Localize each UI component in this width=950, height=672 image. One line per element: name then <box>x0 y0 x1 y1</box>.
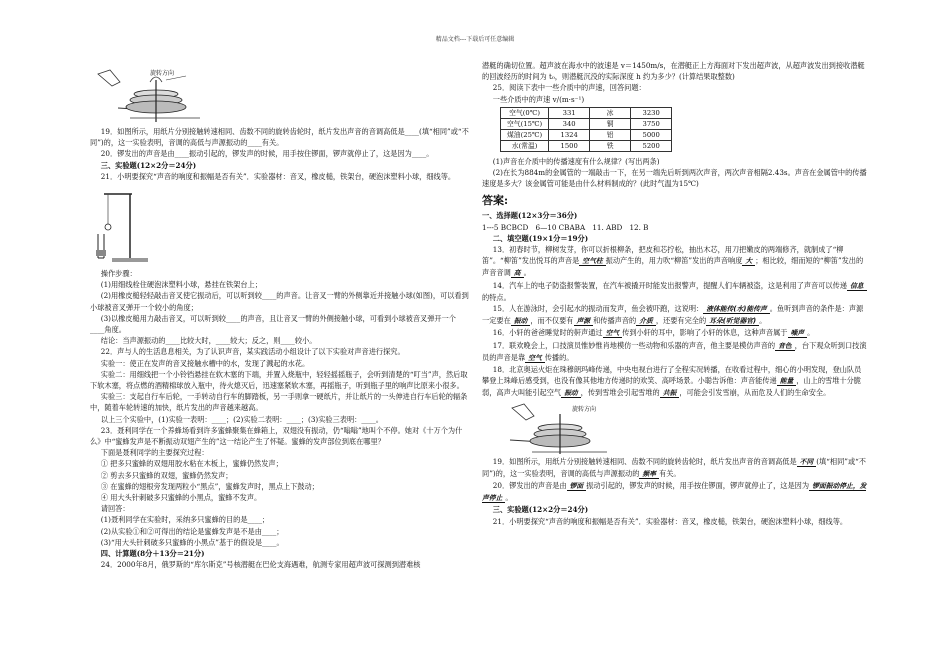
bee-step-4: ④ 用大头针刺破多只蜜蜂的小黑点，蜜蜂不发声。 <box>100 493 262 503</box>
question-24-continued: 潜艇的确切位置。超声波在海水中的波速是 v＝1450m/s，在潜艇正上方海面对下发出超声波，从超声波发出到接收潜艇的回波经历的时间为 t₀，则潜艇沉没的实际深度 h 约为多少？(计算结果取整数) <box>482 61 865 82</box>
question-19: 19．如图所示，用纸片分别接触转速相同、齿数不同的旋转齿轮时，纸片发出声音的音调高低是____(填“相同”或“不同”)的，这一实验表明，音调的高低与声源振动的____有关。 <box>90 127 469 148</box>
figure-caption: 旋转方向 <box>572 405 597 413</box>
answer-14: 14．汽车上的电子防盗报警装置，在汽车被撬开时能发出报警声，提醒人们车辆被盗，这是利用了声音可以传递 信息的特点。 <box>482 280 867 303</box>
answer-fill: 耳朵(听觉器官) <box>706 317 759 326</box>
table-row: 空气(0℃) 331 冰 3230 <box>501 107 672 118</box>
answer-16: 16．小轩的爸爸睡觉时的鼾声通过 空气 传到小轩的耳中，影响了小轩的休息，这种声音属于 噪声 。 <box>492 328 815 338</box>
bee-step-3: ③ 在蜜蜂的翅根旁发现两粒小“黑点”，蜜蜂发声时，黑点上下鼓动； <box>100 481 319 491</box>
table-row: 空气(15℃) 340 铜 3750 <box>501 118 672 129</box>
answer-fill: 空气柱 <box>579 257 605 266</box>
bee-step-1: ① 把多只蜜蜂的双翅用胶水粘在木板上，蜜蜂仍然发声； <box>100 459 283 469</box>
answers-title: 答案: <box>482 194 509 208</box>
bee-step-2: ② 剪去多只蜜蜂的双翅，蜜蜂仍然发声； <box>100 470 233 480</box>
answer-15: 15．人在游泳时，会引起水的振动而发声，鱼会被吓跑，这说明： 液体能传(水)能传声 。鱼听到声音的条件是：声源一定要在 振动 ，而不仅要有 声源 和传播声音的 介质 ，还要有完全的 耳朵(听觉器官) 。 <box>482 304 864 326</box>
answer-fill: 能量 <box>777 377 797 386</box>
question-22: 22．声与人的生活息息相关，为了认识声音，某实践活动小组设计了以下实验对声音进行探究。 <box>100 347 405 357</box>
answer-section-3: 三、实验题(12×2分＝24分) <box>492 505 589 515</box>
table-caption: 一些介质中的声速 v/(m·s⁻¹) <box>492 94 585 104</box>
answer-fill: 锣面 <box>567 482 587 491</box>
steps-heading: 操作步骤： <box>100 269 137 279</box>
gear-figure-answer <box>482 400 867 456</box>
question-25: 25．阅读下表中一些介质中的声速，回答问题： <box>492 83 646 93</box>
page-header: 精品文档---下载后可任意编辑 <box>435 36 515 43</box>
experiment-2: 实验二：用细线把一个小铃铛悬挂在软木塞的下端，并置入烧瓶中，轻轻摇摇瓶子，会听到清楚的“叮当”声，然后取下软木塞，将点燃的酒精棉球放入瓶中，待火熄灭后，迅速塞紧软木塞，再摇瓶子，听到瓶子里的响声比原来小很多。 <box>90 369 468 391</box>
answer-fill: 不同 <box>797 458 817 467</box>
answer-fill: 音色 <box>775 342 795 351</box>
question-20: 20．锣发出的声音是由____振动引起的，锣发声的时候，用手按住锣面，锣声就停止了，这是因为____。 <box>100 149 434 159</box>
table-row: 煤油(25℃) 1324 铝 5000 <box>501 129 672 140</box>
figure-caption: 旋转方向 <box>150 70 175 77</box>
question-25-sub-2: (2)在长为884m的金属管的一端敲击一下，在另一端先后听到两次声音，两次声音相隔2.43s。声音在金属管中的传播速度是多大？该金属管可能是由什么材料制成的？(此时气温为15℃) <box>482 168 867 189</box>
question-23: 23．聂利同学在一个养蜂场看到许多蜜蜂聚集在蜂箱上，双翅没有振动，仍“嗡嗡”地叫个不停。她对《十万个为什么》中“蜜蜂发声是不断振动双翅产生的”这一结论产生了怀疑。蜜蜂的发声部位到底在哪里？ <box>90 425 463 447</box>
question-23-ask: 请回答： <box>100 504 130 514</box>
answer-19: 19．如图所示，用纸片分别接触转速相同、齿数不同的旋转齿轮时，纸片发出声音的音调高低是 不同 (填“相同”或“不同”)的，这一实验表明，音调的高低与声源振动的 频率 有关。 <box>482 456 866 478</box>
answer-17: 17．联欢晚会上，口技演员惟妙惟肖地模仿一些动物和乐器的声音，他主要是模仿声音的 音色 ，台下观众听到口技演员的声音是靠 空气 传播的。 <box>482 340 867 362</box>
answer-fill: 大 <box>742 257 755 266</box>
gear-illustration <box>482 400 622 456</box>
question-25-sub-1: (1)声音在介质中的传播速度有什么规律？(写出两条) <box>492 156 660 166</box>
answer-section-2: 二、填空题(19×1分＝19分) <box>492 233 589 243</box>
answer-fill: 信息 <box>847 282 867 291</box>
step-1: (1)用细线栓住硬泡沫塑料小球，悬挂在铁架台上； <box>100 280 262 290</box>
step-2: (2)用橡皮槌轻轻敲击音叉使它振动后，可以听到较____的声音。让音叉一臂的外侧靠近并接触小球(如图)，可以看到小球被音叉弹开一个较小的角度； <box>90 291 469 312</box>
answer-fill: 液体能传(水)能传声 <box>703 305 770 314</box>
answer-fill: 振动 <box>561 389 581 398</box>
answer-fill: 共振 <box>660 389 680 398</box>
question-23-intro: 下面是聂利同学的主要探究过程： <box>100 448 209 458</box>
question-22-tail: 以上三个实验中，(1)实验一表明：____；(2)实验二表明：____；(3)实验三表明：____。 <box>100 414 383 424</box>
gear-figure <box>90 60 470 126</box>
conclusion: 结论：当声源振动的____比较大时，____较大；反之，则____较小。 <box>100 336 317 346</box>
answer-13: 13．初春时节，柳树发芽，你可以折根柳条，把皮和芯拧松，抽出木芯，用刀把嫩皮的两端修齐，就制成了“柳笛”。“柳笛”发出悦耳的声音是 空气柱 振动产生的，用力吹“柳笛”发出的声音响度 大 ；相比较，细而短的“柳笛”发出的声音音调 高 。 <box>482 245 864 278</box>
section-4-title: 四、计算题(8分＋13分＝21分) <box>100 549 205 559</box>
question-24: 24．2000年8月，俄罗斯的“库尔斯克”号核潜艇在巴伦支海遇难，航测专家用超声波可探测到潜难核 <box>100 560 421 570</box>
answer-fill: 振动 <box>511 317 531 326</box>
tuning-fork-illustration <box>90 182 210 268</box>
sound-speed-table <box>500 107 672 152</box>
answer-fill: 噪声 <box>788 329 808 338</box>
right-column <box>482 60 867 527</box>
left-column <box>90 60 470 571</box>
answer-fill: 空气 <box>525 354 545 363</box>
experiment-3: 实验三：支起自行车后轮，一手转动自行车的脚踏板，另一手则拿一硬纸片，并让纸片的一头伸进自行车后轮的辐条中，随着车轮转速的加快，纸片发出的声音越来越高。 <box>90 392 468 413</box>
table-row: 水(常温) 1500 铁 5200 <box>501 140 672 151</box>
answer-fill: 声源 <box>574 317 594 326</box>
section-3-title: 三、实验题(12×2分＝24分) <box>100 160 197 170</box>
experiment-1: 实验一：使正在发声的音叉接触水槽中的水，发现了溅起的水花。 <box>100 358 310 368</box>
answer-fill: 频率 <box>639 470 659 479</box>
answer-20: 20．锣发出的声音是由 锣面 振动引起的，锣发声的时候，用手按住锣面，锣声就停止了，这是因为 锣面振动停止，发声停止 。 <box>482 481 867 503</box>
step-3: (3)以橡皮槌用力敲击音叉，可以听到较____的声音，且让音叉一臂的外侧接触小球，可看到小球被音叉弹开一个____角度。 <box>90 313 456 335</box>
question-21: 21．小明要探究“声音的响度和振幅是否有关”．实验器材：音叉，橡皮槌，铁架台，硬泡沫塑料小球，细线等。 <box>100 171 456 181</box>
answer-fill: 高 <box>511 269 524 278</box>
tuning-fork-figure <box>90 182 470 268</box>
question-23-sub-2: (2)从实验①和②可得出的结论是蜜蜂发声是不是由____； <box>100 526 284 536</box>
question-23-sub-3: (3)“用大头针刺破多只蜜蜂的小黑点”基于的假设是____。 <box>100 537 284 547</box>
answer-18: 18．北京奥运火炬在珠穆朗玛峰传递，中央电视台进行了全程实况转播，在收看过程中，细心的小明发现，登山队员攀登上珠峰后感受到，也没有像其他地方传递时的欢笑、高呼场景。小聪告诉他：声音能传递 能量 ，山上的雪堆十分脆弱，高声大叫能引起空气 振动 ，传到雪堆会引起雪堆的 共振 ，可能会引发雪崩，从而危及人们的生命安全。 <box>482 365 862 398</box>
answer-section-1: 一、选择题(12×3分＝36分) <box>482 211 578 221</box>
question-23-sub-1: (1)聂利同学在实验时，采纳多只蜜蜂的目的是____； <box>100 515 270 525</box>
answer-21: 21．小明要探究“声音的响度和振幅是否有关”．实验器材：音叉，橡皮槌，铁架台，硬泡沫塑料小球，细线等。 <box>492 516 848 526</box>
answer-fill: 锣面振动停止，发声停止 <box>482 482 867 503</box>
answer-fill: 介质 <box>636 317 656 326</box>
answer-fill: 空气 <box>603 329 623 338</box>
answer-choices: 1---5 BCBCD 6—10 CBABA 11. ABD 12. B <box>482 222 649 232</box>
